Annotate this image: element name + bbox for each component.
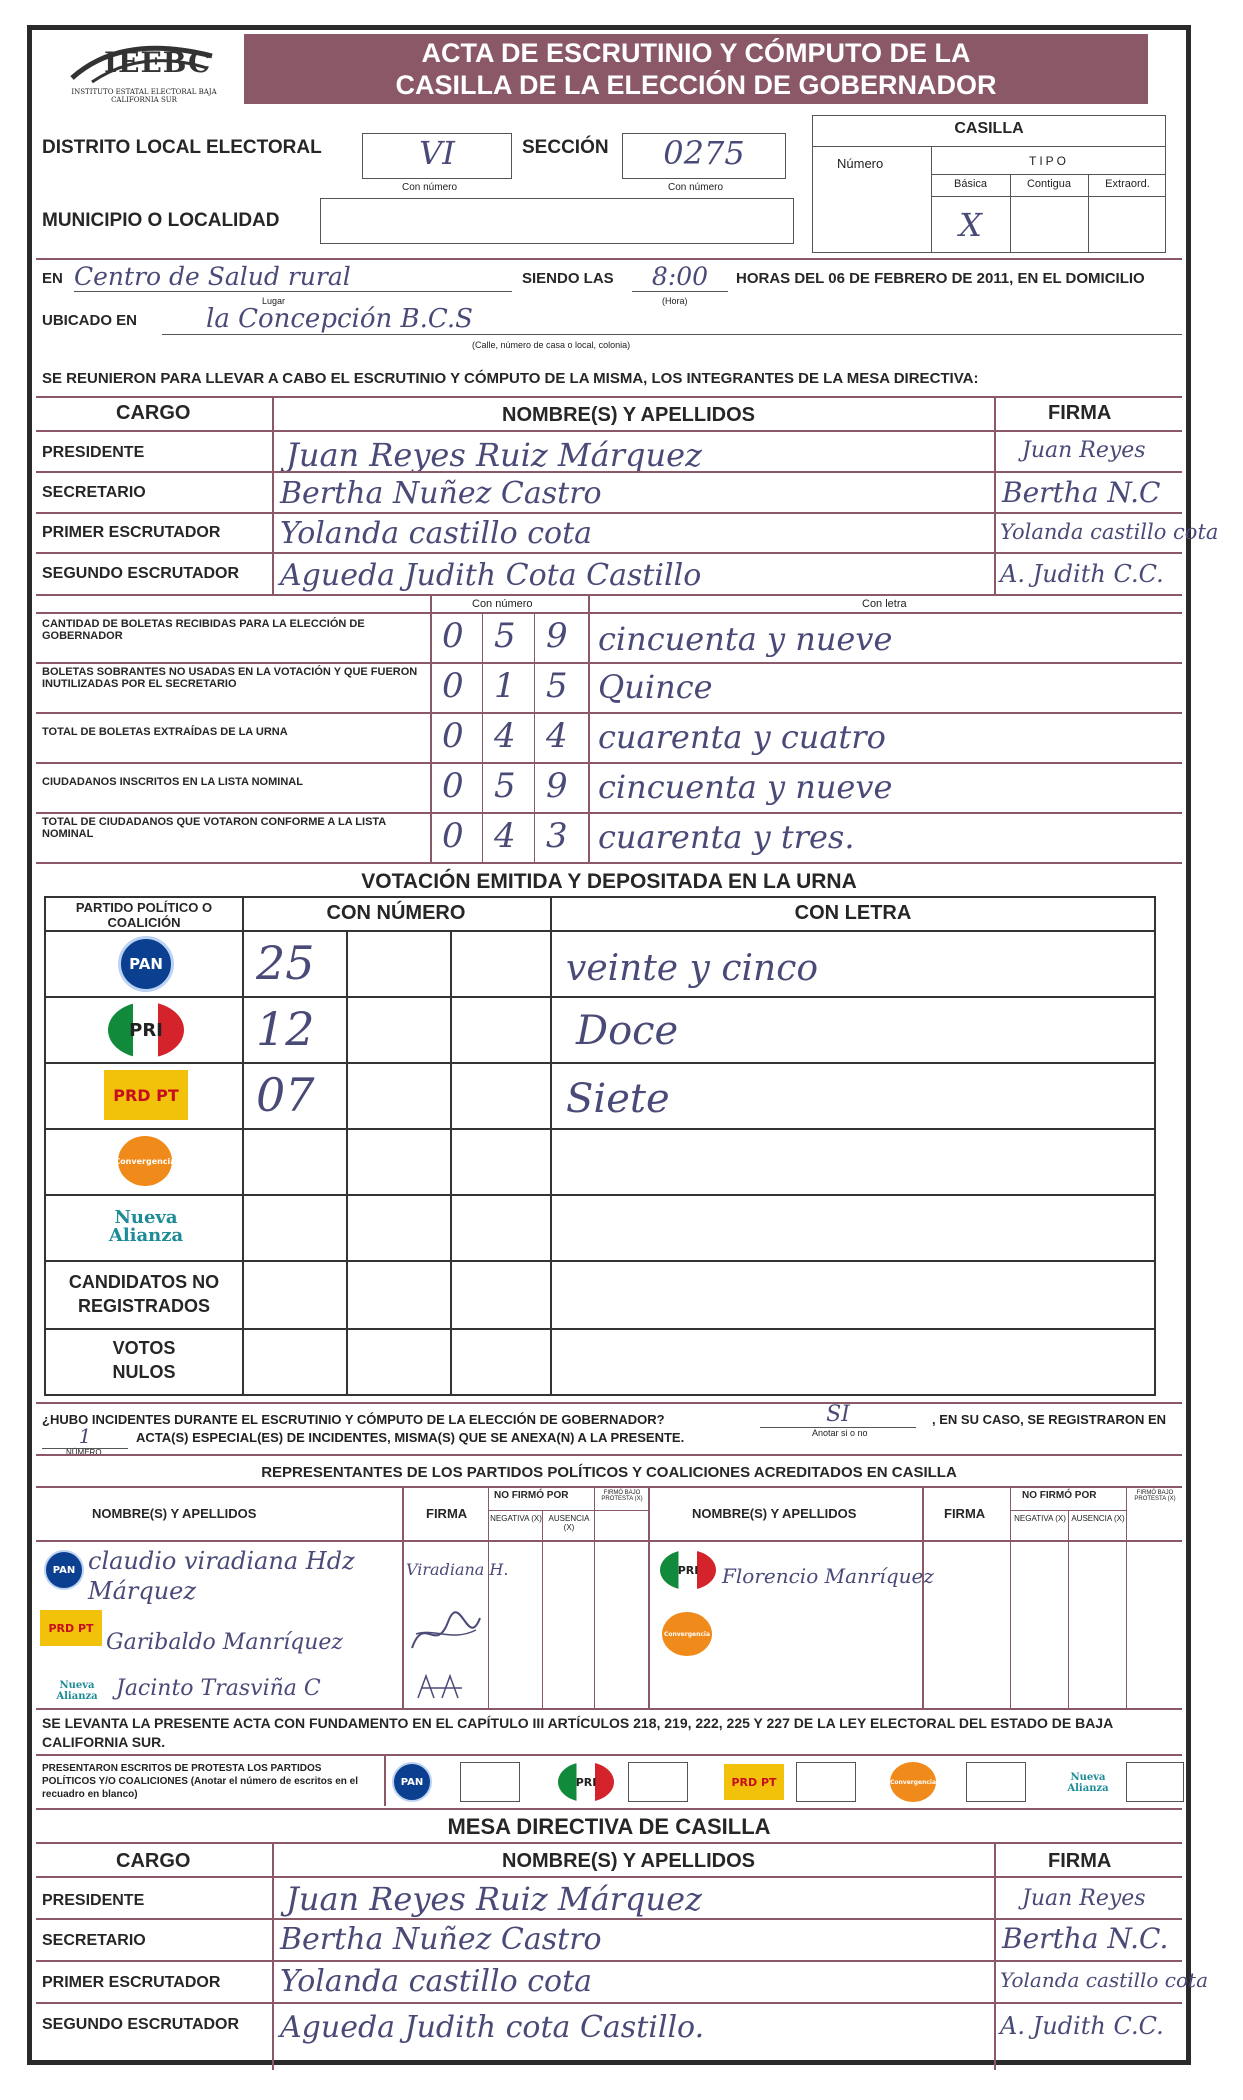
- mesa1-nombre-4: Agueda Judith Cota Castillo: [280, 558, 702, 593]
- protesta-convergencia-logo: [890, 1762, 936, 1802]
- mesa2-firma-2: Bertha N.C.: [1002, 1922, 1169, 1955]
- numero-label: Número: [837, 156, 884, 171]
- mesa1-cargo-3: PRIMER ESCRUTADOR: [42, 524, 221, 541]
- tipo-mark[interactable]: X: [959, 206, 982, 244]
- boletas-letra-1: cincuenta y nueve: [598, 620, 893, 658]
- mesa1-cargo-1: PRESIDENTE: [42, 444, 145, 461]
- votacion-numero-1: 25: [256, 936, 315, 990]
- votacion-table: [44, 896, 1156, 1396]
- pan-logo: PAN: [118, 936, 174, 992]
- boletas-d3-5: 3: [546, 816, 568, 856]
- convergencia-logo: [114, 1136, 176, 1186]
- representantes-title: REPRESENTANTES DE LOS PARTIDOS POLÍTICOS Y COALICIONES ACREDITADOS EN CASILLA: [261, 1464, 957, 1481]
- rep-protesta-right: FIRMÓ BAJO PROTESTA (X): [1134, 1490, 1176, 1502]
- mesa2-firma-4: A. Judith C.C.: [1000, 2012, 1164, 2040]
- mesa2-nombre-4: Agueda Judith cota Castillo.: [280, 2010, 705, 2045]
- calle-caption: (Calle, número de casa o local, colonia): [472, 340, 631, 350]
- mesa1-firma-1: Juan Reyes: [1022, 438, 1146, 463]
- mesa2-title: MESA DIRECTIVA DE CASILLA: [447, 1814, 771, 1839]
- rep-firma-header-right: FIRMA: [944, 1506, 986, 1521]
- rep-ausencia-right: AUSENCIA (X): [1071, 1514, 1125, 1523]
- boletas-d2-3: 4: [494, 716, 516, 756]
- boletas-con-numero: Con número: [472, 598, 533, 610]
- rep-pri-logo: PRI: [660, 1550, 716, 1590]
- ubicado-value[interactable]: la Concepción B.C.S: [162, 304, 1182, 335]
- rep-pan-logo: PAN: [44, 1550, 84, 1590]
- en-label: EN: [42, 270, 63, 287]
- municipio-field[interactable]: [320, 198, 794, 244]
- seccion-value: 0275: [663, 134, 745, 172]
- votacion-title: VOTACIÓN EMITIDA Y DEPOSITADA EN LA URNA: [361, 870, 857, 893]
- mesa2-nombre-3: Yolanda castillo cota: [280, 1964, 593, 1999]
- rep-convergencia-logo-text: Convergencia: [663, 1630, 711, 1638]
- casilla-label: CASILLA: [954, 120, 1024, 137]
- page-title: ACTA DE ESCRUTINIO Y CÓMPUTO DE LA CASILLA DE LA ELECCIÓN DE GOBERNADOR: [395, 38, 997, 100]
- boletas-d3-2: 5: [546, 666, 568, 706]
- protesta-nueva-alianza-logo: Nueva Alianza: [1067, 1772, 1109, 1794]
- protesta-text: PRESENTARON ESCRITOS DE PROTESTA LOS PARTIDOS POLÍTICOS Y/O COALICIONES (Anotar el número de escritos en el recuadro en blanco): [42, 1763, 358, 1800]
- incidentes-numero[interactable]: 1: [42, 1424, 128, 1449]
- distrito-field[interactable]: [362, 133, 512, 179]
- mesa2-cargo-4: SEGUNDO ESCRUTADOR: [42, 2016, 240, 2033]
- rep-firma-left-3-scribble: [412, 1670, 472, 1704]
- rep-firma-header-left: FIRMA: [426, 1506, 468, 1521]
- partido-header: PARTIDO POLÍTICO O COALICIÓN: [75, 900, 213, 930]
- boletas-d1-4: 0: [442, 766, 464, 806]
- boletas-d1-3: 0: [442, 716, 464, 756]
- reunieron-text: SE REUNIERON PARA LLEVAR A CABO EL ESCRUTINIO Y CÓMPUTO DE LA MISMA, LOS INTEGRANTES DE LA MESA DIRECTIVA:: [42, 370, 979, 387]
- rep-nombre-left-1: claudio viradiana Hdz Márquez: [88, 1547, 355, 1605]
- mesa1-firma-2: Bertha N.C: [1002, 476, 1161, 509]
- incidentes-answer[interactable]: SI: [760, 1402, 916, 1428]
- boletas-label-3: TOTAL DE BOLETAS EXTRAÍDAS DE LA URNA: [42, 726, 288, 738]
- boletas-d1-2: 0: [442, 666, 464, 706]
- rep-negativa-left: NEGATIVA (X): [490, 1514, 542, 1523]
- nueva-alianza-logo: Nueva Alianza: [108, 1207, 184, 1246]
- protesta-pan-logo: PAN: [392, 1762, 432, 1802]
- boletas-label-5: TOTAL DE CIUDADANOS QUE VOTARON CONFORME A LA LISTA NOMINAL: [42, 816, 386, 840]
- boletas-d3-3: 4: [546, 716, 568, 756]
- municipio-label: MUNICIPIO O LOCALIDAD: [42, 210, 280, 231]
- numero-header: CON NÚMERO: [326, 902, 466, 924]
- prd-pt-logo: PRD PT: [104, 1070, 188, 1120]
- boletas-letra-2: Quince: [598, 668, 713, 706]
- siendo-label: SIENDO LAS: [522, 270, 614, 287]
- en-value[interactable]: Centro de Salud rural: [74, 262, 512, 292]
- hora-caption: (Hora): [662, 296, 688, 306]
- convergencia-logo-text: Convergencia: [114, 1156, 176, 1166]
- mesa2-cargo-2: SECRETARIO: [42, 1932, 146, 1949]
- boletas-label-4: CIUDADANOS INSCRITOS EN LA LISTA NOMINAL: [42, 776, 303, 788]
- boletas-letra-5: cuarenta y tres.: [598, 818, 855, 856]
- fundamento-text: SE LEVANTA LA PRESENTE ACTA CON FUNDAMENTO EN EL CAPÍTULO III ARTÍCULOS 218, 219, 222, 225 Y 227 DE LA LEY ELECTORAL DEL ESTADO DE BAJA CALIFORNIA SUR.: [42, 1715, 1113, 1750]
- mesa2-nombre-header: NOMBRE(S) Y APELLIDOS: [502, 1850, 755, 1872]
- incidentes-answer-caption: Anotar si o no: [812, 1428, 868, 1438]
- rep-negativa-right: NEGATIVA (X): [1014, 1514, 1066, 1523]
- distrito-caption: Con número: [402, 182, 458, 193]
- protesta-pri-logo: PRI: [558, 1762, 614, 1802]
- rep-prd-pt-logo: PRD PT: [40, 1610, 102, 1646]
- mesa2-cargo-3: PRIMER ESCRUTADOR: [42, 1974, 221, 1991]
- protesta-convergencia-logo-text: Convergencia: [889, 1778, 937, 1786]
- boletas-d3-4: 9: [546, 766, 568, 806]
- mesa1-nombre-header: NOMBRE(S) Y APELLIDOS: [502, 404, 755, 426]
- candidatos-no-registrados: CANDIDATOS NO REGISTRADOS: [68, 1272, 220, 1316]
- boletas-letra-3: cuarenta y cuatro: [598, 718, 886, 756]
- tipo-extraord: Extraord.: [1105, 178, 1150, 190]
- mesa1-cargo-header: CARGO: [116, 402, 191, 424]
- rep-nombre-left-2: Garibaldo Manríquez: [106, 1630, 344, 1655]
- votacion-numero-3: 07: [256, 1068, 315, 1122]
- incidentes-tail: , EN SU CASO, SE REGISTRARON EN: [932, 1412, 1167, 1427]
- mesa1-firma-header: FIRMA: [1048, 402, 1112, 424]
- mesa1-firma-3: Yolanda castillo cota: [1000, 520, 1219, 544]
- boletas-d2-5: 4: [494, 816, 516, 856]
- protesta-prd-pt-box[interactable]: [796, 1762, 856, 1802]
- org-name: INSTITUTO ESTATAL ELECTORAL BAJA CALIFORNIA SUR: [71, 88, 217, 104]
- rep-no-firmo-left: NO FIRMÓ POR: [494, 1490, 569, 1501]
- tipo-label: TIPO: [1028, 154, 1069, 168]
- rep-convergencia-logo: [662, 1612, 712, 1656]
- mesa2-firma-3: Yolanda castillo cota: [1000, 1968, 1209, 1992]
- rep-no-firmo-right: NO FIRMÓ POR: [1022, 1490, 1097, 1501]
- distrito-value: VI: [419, 134, 455, 172]
- acta-form: [27, 25, 1219, 2065]
- mesa1-cargo-2: SECRETARIO: [42, 484, 146, 501]
- rep-firma-left-1: Viradiana H.: [406, 1560, 509, 1579]
- boletas-d2-4: 5: [494, 766, 516, 806]
- rep-firma-left-2-scribble: [406, 1610, 486, 1658]
- tipo-basica: Básica: [953, 178, 988, 190]
- seccion-field[interactable]: [622, 133, 786, 179]
- mesa2-nombre-1: Juan Reyes Ruiz Márquez: [286, 1880, 702, 1918]
- boletas-d1-1: 0: [442, 616, 464, 656]
- mesa1-firma-4: A. Judith C.C.: [1000, 560, 1164, 588]
- boletas-d2-2: 1: [494, 666, 516, 706]
- rep-protesta-left: FIRMÓ BAJO PROTESTA (X): [601, 1490, 643, 1502]
- mesa2-cargo-header: CARGO: [116, 1850, 191, 1872]
- horas-text: HORAS DEL 06 DE FEBRERO DE 2011, EN EL DOMICILIO: [736, 270, 1145, 287]
- votacion-letra-2: Doce: [576, 1008, 679, 1054]
- hora-value[interactable]: 8:00: [632, 262, 728, 292]
- org-abbr: IEEBC: [104, 46, 212, 79]
- protesta-pri-box[interactable]: [628, 1762, 688, 1802]
- rep-nombre-left-3: Jacinto Trasviña C: [116, 1676, 321, 1701]
- tipo-contigua: Contigua: [1026, 178, 1072, 190]
- votacion-numero-2: 12: [256, 1002, 315, 1056]
- votacion-letra-1: veinte y cinco: [566, 948, 819, 989]
- rep-nombre-header-right: NOMBRE(S) Y APELLIDOS: [692, 1506, 857, 1521]
- boletas-label-1: CANTIDAD DE BOLETAS RECIBIDAS PARA LA ELECCIÓN DE GOBERNADOR: [42, 618, 365, 642]
- incidentes-question: ¿HUBO INCIDENTES DURANTE EL ESCRUTINIO Y CÓMPUTO DE LA ELECCIÓN DE GOBERNADOR?: [42, 1412, 665, 1427]
- boletas-d3-1: 9: [546, 616, 568, 656]
- votacion-letra-3: Siete: [566, 1076, 670, 1122]
- protesta-prd-pt-logo: PRD PT: [724, 1764, 784, 1800]
- boletas-letra-4: cincuenta y nueve: [598, 768, 893, 806]
- mesa1-nombre-2: Bertha Nuñez Castro: [280, 476, 602, 511]
- mesa1-cargo-4: SEGUNDO ESCRUTADOR: [42, 565, 240, 582]
- protesta-convergencia-box[interactable]: [966, 1762, 1026, 1802]
- mesa1-nombre-3: Yolanda castillo cota: [280, 516, 593, 551]
- title-band: [244, 34, 1148, 104]
- seccion-label: SECCIÓN: [522, 137, 609, 158]
- rep-nueva-alianza-logo: Nueva Alianza: [56, 1680, 98, 1702]
- ieebc-logo: [62, 38, 222, 108]
- ubicado-label: UBICADO EN: [42, 312, 138, 329]
- mesa2-nombre-2: Bertha Nuñez Castro: [280, 1922, 602, 1957]
- mesa1-nombre-1: Juan Reyes Ruiz Márquez: [286, 436, 702, 474]
- rep-ausencia-left: AUSENCIA (X): [548, 1514, 590, 1532]
- distrito-label: DISTRITO LOCAL ELECTORAL: [42, 137, 322, 158]
- lugar-caption: Lugar: [262, 296, 286, 306]
- rep-firma-right-1: Florencio Manríquez: [722, 1564, 934, 1588]
- incidentes-line2: ACTA(S) ESPECIAL(ES) DE INCIDENTES, MISMA(S) QUE SE ANEXA(N) A LA PRESENTE.: [136, 1430, 685, 1445]
- mesa2-firma-1: Juan Reyes: [1022, 1886, 1146, 1911]
- boletas-con-letra: Con letra: [862, 598, 907, 610]
- mesa2-cargo-1: PRESIDENTE: [42, 1892, 145, 1909]
- boletas-label-2: BOLETAS SOBRANTES NO USADAS EN LA VOTACIÓN Y QUE FUERON INUTILIZADAS POR EL SECRETARIO: [42, 666, 418, 690]
- boletas-d2-1: 5: [494, 616, 516, 656]
- casilla-box: [812, 115, 1166, 253]
- mesa2-firma-header: FIRMA: [1048, 1850, 1112, 1872]
- letra-header: CON LETRA: [794, 902, 912, 924]
- pri-logo: PRI: [108, 1002, 184, 1058]
- votos-nulos: VOTOS NULOS: [112, 1338, 176, 1382]
- protesta-nueva-alianza-box[interactable]: [1126, 1762, 1184, 1802]
- rep-nombre-header-left: NOMBRE(S) Y APELLIDOS: [92, 1506, 257, 1521]
- incidentes-numero-caption: NÚMERO: [66, 1448, 102, 1457]
- boletas-d1-5: 0: [442, 816, 464, 856]
- protesta-pan-box[interactable]: [460, 1762, 520, 1802]
- seccion-caption: Con número: [668, 182, 724, 193]
